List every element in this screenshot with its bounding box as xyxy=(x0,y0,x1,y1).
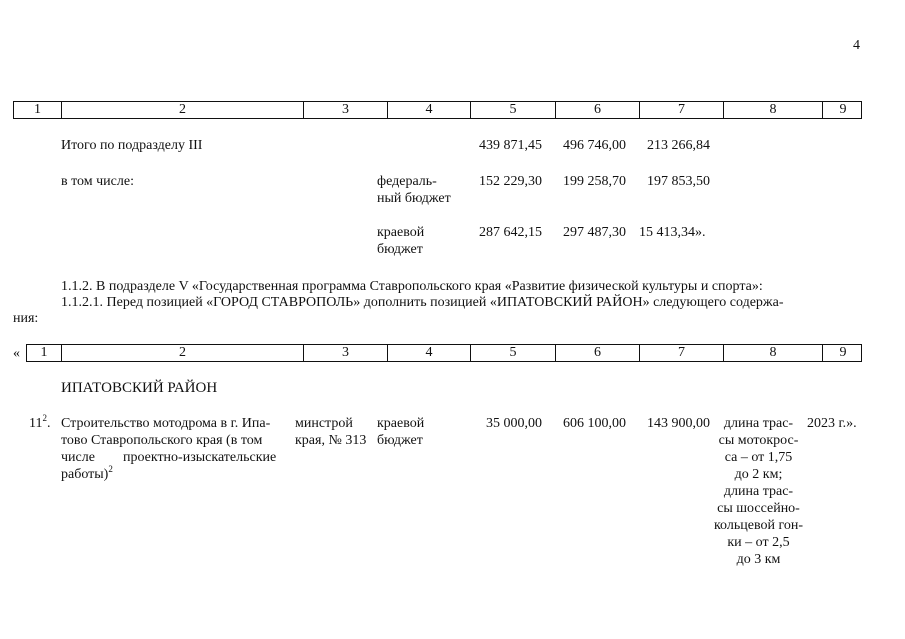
header-cell: 9 xyxy=(822,102,863,118)
indicator-line: до 2 км; xyxy=(734,467,783,482)
desc-line: Строительство мотодрома в г. Ипа- xyxy=(61,416,271,431)
table-header-row xyxy=(13,101,862,119)
responsible-line: минстрой xyxy=(295,416,353,431)
header-cell: 4 xyxy=(387,102,470,118)
indicator-line: длина трас- xyxy=(723,416,794,431)
federal-budget-label: федераль- xyxy=(377,174,437,189)
row-description-line: числе проектно-изыскательские xyxy=(61,450,277,465)
funding-source-line: краевой xyxy=(377,416,425,431)
funding-value: 35 000,00 xyxy=(486,416,542,431)
header-cell: 9 xyxy=(822,345,863,361)
federal-value: 152 229,30 xyxy=(479,174,542,189)
total-value: 213 266,84 xyxy=(647,138,710,153)
indicator-line: сы шоссейно- xyxy=(717,501,800,516)
completion-year: 2023 г.». xyxy=(807,416,857,431)
funding-value: 143 900,00 xyxy=(647,416,710,431)
header-cell: 3 xyxy=(303,102,387,118)
header-cell: 1 xyxy=(40,345,48,360)
indicator-line: до 3 км xyxy=(736,552,781,567)
paragraph-1-1-2: 1.1.2. В подразделе V «Государственная программа Ставропольского края «Развитие физической культуры и спорта»: xyxy=(61,279,763,294)
regional-value: 15 413,34». xyxy=(639,225,706,240)
desc-sup: 2 xyxy=(108,464,113,474)
header-cell: 2 xyxy=(61,345,303,361)
indicator-line: длина трас- xyxy=(723,484,794,499)
section-title: ИПАТОВСКИЙ РАЙОН xyxy=(61,380,218,396)
paragraph-1-1-2-1 xyxy=(61,294,861,312)
header-cell: 7 xyxy=(639,102,723,118)
total-label: Итого по подразделу III xyxy=(61,138,203,153)
header-cell: 3 xyxy=(303,345,387,361)
total-value: 439 871,45 xyxy=(479,138,542,153)
responsible-line: края, № 313 xyxy=(295,433,367,448)
opening-quote: « xyxy=(13,346,20,361)
header-cell: 8 xyxy=(723,102,822,118)
header-cell: 1 xyxy=(34,102,41,117)
regional-budget-label: бюджет xyxy=(377,242,423,257)
regional-value: 287 642,15 xyxy=(479,225,542,240)
including-label: в том числе: xyxy=(61,174,134,189)
header-cell: 6 xyxy=(555,102,639,118)
desc-line: работы) xyxy=(61,467,109,482)
header-cell: 7 xyxy=(639,345,723,361)
row-description-line xyxy=(61,415,290,433)
header-cell: 4 xyxy=(387,345,470,361)
row-number-dot: . xyxy=(46,416,51,431)
funding-source-line: бюджет xyxy=(377,433,423,448)
table-header-row xyxy=(26,344,862,362)
paragraph-continuation: ния: xyxy=(13,311,39,326)
header-cell: 2 xyxy=(61,102,303,118)
federal-value: 199 258,70 xyxy=(563,174,626,189)
total-value: 496 746,00 xyxy=(563,138,626,153)
row-number-text: 11 xyxy=(29,416,43,431)
federal-value: 197 853,50 xyxy=(647,174,710,189)
desc-line: тово Ставропольского края (в том xyxy=(61,433,263,448)
header-cell: 5 xyxy=(470,345,555,361)
regional-value: 297 487,30 xyxy=(563,225,626,240)
header-cell: 6 xyxy=(555,345,639,361)
funding-value: 606 100,00 xyxy=(563,416,626,431)
indicator-line: са – от 1,75 xyxy=(724,450,793,465)
indicator-line: сы мотокрос- xyxy=(718,433,799,448)
paragraph-text: 1.1.2.1. Перед позицией «ГОРОД СТАВРОПОЛЬ» дополнить позицией «ИПАТОВСКИЙ РАЙОН» следующего содержа- xyxy=(61,295,784,310)
row-number xyxy=(29,415,50,433)
indicator-line: ки – от 2,5 xyxy=(727,535,790,550)
row-description-line xyxy=(61,432,290,450)
regional-budget-label: краевой xyxy=(377,225,425,240)
indicator-line: кольцевой гон- xyxy=(713,518,804,533)
row-description-line xyxy=(61,466,113,484)
header-cell: 8 xyxy=(723,345,822,361)
page-number: 4 xyxy=(853,38,860,53)
federal-budget-label: ный бюджет xyxy=(377,191,451,206)
row-number-sup: 2 xyxy=(42,413,47,423)
header-cell: 5 xyxy=(470,102,555,118)
